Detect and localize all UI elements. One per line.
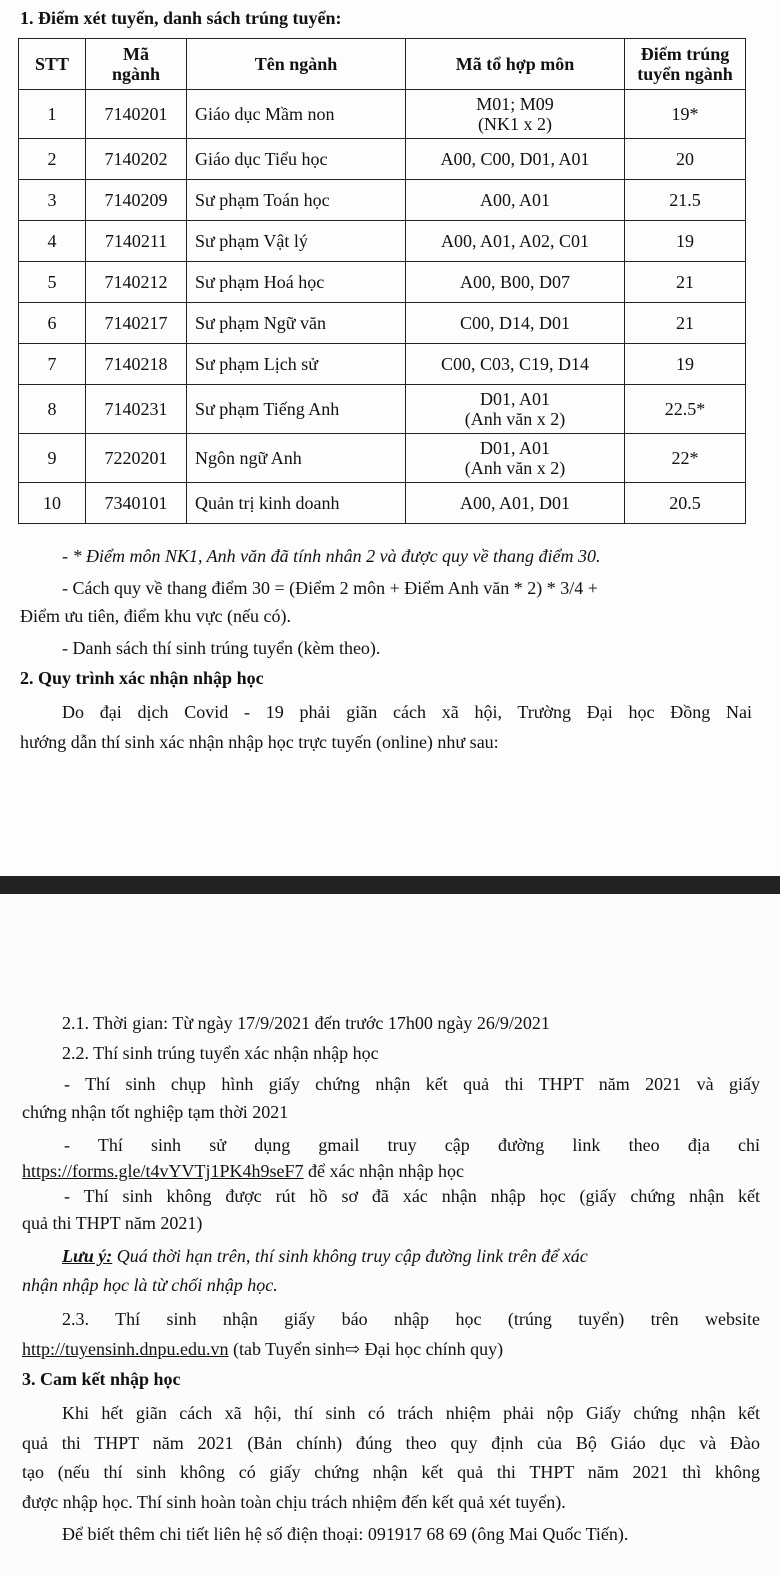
cell-name: Sư phạm Lịch sử: [187, 344, 406, 385]
cell-name: Ngôn ngữ Anh: [187, 434, 406, 483]
cell-score: 21: [625, 303, 746, 344]
table-row: [19, 344, 746, 385]
cell-name: Quản trị kinh doanh: [187, 483, 406, 524]
cell-combo: A00, C00, D01, A01: [406, 139, 625, 180]
cell-score: 19*: [625, 90, 746, 139]
cell-code: 7140211: [86, 221, 187, 262]
commitment-line3: tạo (nếu thí sinh không có giấy chứng nhận kết quả thi THPT năm 2021 thì không: [22, 1462, 760, 1482]
page-separator: [0, 876, 780, 894]
note-deadline-line1: Lưu ý: Quá thời hạn trên, thí sinh không truy cập đường link trên để xác: [62, 1246, 588, 1266]
table-row: [19, 262, 746, 303]
cell-stt: 9: [19, 434, 86, 483]
bullet-gmail-line1: - Thí sinh sử dụng gmail truy cập đường link theo địa chỉ: [64, 1135, 760, 1155]
note-deadline-line2: nhận nhập học là từ chối nhập học.: [22, 1275, 278, 1295]
cell-stt: 4: [19, 221, 86, 262]
section-2-intro-line2: hướng dẫn thí sinh xác nhận nhập học trực tuyến (online) như sau:: [20, 732, 499, 752]
cell-score: 21.5: [625, 180, 746, 221]
page-2: [0, 894, 780, 1575]
cell-combo: M01; M09 (NK1 x 2): [406, 90, 625, 139]
admission-score-table: [18, 38, 746, 524]
table-row: [19, 221, 746, 262]
cell-score: 19: [625, 221, 746, 262]
header-stt: STT: [19, 39, 86, 90]
cell-score: 21: [625, 262, 746, 303]
section-1-title: 1. Điểm xét tuyển, danh sách trúng tuyển:: [20, 8, 342, 28]
cell-score: 20: [625, 139, 746, 180]
commitment-line4: được nhập học. Thí sinh hoàn toàn chịu trách nhiệm đến kết quả xét tuyển).: [22, 1492, 566, 1512]
cell-code: 7140231: [86, 385, 187, 434]
table-row: [19, 139, 746, 180]
cell-stt: 5: [19, 262, 86, 303]
cell-name: Sư phạm Toán học: [187, 180, 406, 221]
cell-code: 7140217: [86, 303, 187, 344]
cell-combo: A00, A01, D01: [406, 483, 625, 524]
cell-code: 7140202: [86, 139, 187, 180]
cell-name: Giáo dục Tiểu học: [187, 139, 406, 180]
cell-code: 7140209: [86, 180, 187, 221]
commitment-line1: Khi hết giãn cách xã hội, thí sinh có trách nhiệm phải nộp Giấy chứng nhận kết: [62, 1403, 760, 1423]
table-row: [19, 385, 746, 434]
table-row: [19, 434, 746, 483]
cell-name: Sư phạm Vật lý: [187, 221, 406, 262]
item-2-3-line2: http://tuyensinh.dnpu.edu.vn (tab Tuyển sinh⇨ Đại học chính quy): [22, 1339, 504, 1359]
header-score: Điểm trúng tuyển ngành: [625, 39, 746, 90]
cell-code: 7140218: [86, 344, 187, 385]
cell-name: Sư phạm Tiếng Anh: [187, 385, 406, 434]
header-name: Tên ngành: [187, 39, 406, 90]
cell-name: Giáo dục Mầm non: [187, 90, 406, 139]
cell-stt: 1: [19, 90, 86, 139]
note-candidate-list: - Danh sách thí sinh trúng tuyển (kèm theo).: [62, 638, 381, 658]
cell-score: 20.5: [625, 483, 746, 524]
cell-name: Sư phạm Hoá học: [187, 262, 406, 303]
cell-code: 7140212: [86, 262, 187, 303]
bullet-photo-line1: - Thí sinh chụp hình giấy chứng nhận kết quả thi THPT năm 2021 và giấy: [64, 1074, 760, 1094]
cell-combo: A00, B00, D07: [406, 262, 625, 303]
cell-combo: C00, C03, C19, D14: [406, 344, 625, 385]
admission-form-link[interactable]: https://forms.gle/t4vYVTj1PK4h9seF7: [22, 1161, 304, 1181]
cell-combo: D01, A01 (Anh văn x 2): [406, 385, 625, 434]
note-score-scaling: - * Điểm môn NK1, Anh văn đã tính nhân 2 và được quy về thang điểm 30.: [62, 546, 601, 566]
header-combo: Mã tổ hợp môn: [406, 39, 625, 90]
cell-stt: 7: [19, 344, 86, 385]
table-header-row: [19, 39, 746, 90]
cell-code: 7140201: [86, 90, 187, 139]
cell-combo: D01, A01 (Anh văn x 2): [406, 434, 625, 483]
note-label: Lưu ý:: [62, 1246, 113, 1266]
cell-code: 7340101: [86, 483, 187, 524]
table-row: [19, 180, 746, 221]
cell-combo: A00, A01, A02, C01: [406, 221, 625, 262]
item-2-3-line1: 2.3. Thí sinh nhận giấy báo nhập học (trúng tuyển) trên website: [62, 1309, 760, 1329]
cell-score: 22.5*: [625, 385, 746, 434]
cell-stt: 2: [19, 139, 86, 180]
contact-info: Để biết thêm chi tiết liên hệ số điện thoại: 091917 68 69 (ông Mai Quốc Tiến).: [62, 1524, 629, 1544]
table-row: [19, 483, 746, 524]
commitment-line2: quả thi THPT năm 2021 (Bản chính) đúng theo quy định của Bộ Giáo dục và Đào: [22, 1433, 760, 1453]
bullet-no-withdraw-line2: quả thi THPT năm 2021): [22, 1213, 203, 1233]
cell-stt: 8: [19, 385, 86, 434]
note-formula-line2: Điểm ưu tiên, điểm khu vực (nếu có).: [20, 606, 291, 626]
table-row: [19, 303, 746, 344]
cell-score: 22*: [625, 434, 746, 483]
section-2-intro-line1: Do đại dịch Covid - 19 phải giãn cách xã hội, Trường Đại học Đồng Nai: [62, 702, 752, 722]
note-formula-line1: - Cách quy về thang điểm 30 = (Điểm 2 môn + Điểm Anh văn * 2) * 3/4 +: [62, 578, 598, 598]
cell-name: Sư phạm Ngữ văn: [187, 303, 406, 344]
item-2-2-title: 2.2. Thí sinh trúng tuyển xác nhận nhập học: [62, 1043, 379, 1063]
admission-website-link[interactable]: http://tuyensinh.dnpu.edu.vn: [22, 1339, 229, 1359]
cell-stt: 6: [19, 303, 86, 344]
bullet-photo-line2: chứng nhận tốt nghiệp tạm thời 2021: [22, 1102, 289, 1122]
cell-code: 7220201: [86, 434, 187, 483]
cell-stt: 10: [19, 483, 86, 524]
section-3-title: 3. Cam kết nhập học: [22, 1369, 181, 1389]
item-2-1-time: 2.1. Thời gian: Từ ngày 17/9/2021 đến trước 17h00 ngày 26/9/2021: [62, 1013, 550, 1033]
bullet-no-withdraw-line1: - Thí sinh không được rút hồ sơ đã xác nhận nhập học (giấy chứng nhận kết: [64, 1186, 760, 1206]
cell-combo: A00, A01: [406, 180, 625, 221]
bullet-gmail-line2: https://forms.gle/t4vYVTj1PK4h9seF7 để xác nhận nhập học: [22, 1161, 464, 1181]
header-code: Mã ngành: [86, 39, 187, 90]
cell-stt: 3: [19, 180, 86, 221]
cell-score: 19: [625, 344, 746, 385]
table-row: [19, 90, 746, 139]
section-2-title: 2. Quy trình xác nhận nhập học: [20, 668, 264, 688]
cell-combo: C00, D14, D01: [406, 303, 625, 344]
